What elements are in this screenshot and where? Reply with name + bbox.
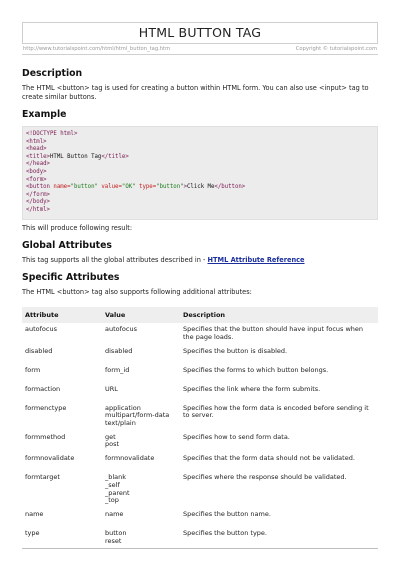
attribute-description-cell: Specifies that the button should have input focus when the page loads. xyxy=(183,325,364,341)
attribute-value-cell xyxy=(102,364,180,383)
attribute-value-line: text/plain xyxy=(105,419,136,428)
code-token-tag: </title> xyxy=(101,153,129,160)
global-attributes-text-prefix: This tag supports all the global attributes described in - xyxy=(22,255,208,264)
attribute-value-line: URL xyxy=(105,384,118,393)
code-line xyxy=(26,131,374,139)
table-row xyxy=(22,471,378,508)
attribute-value-line: reset xyxy=(105,536,122,545)
attribute-value-line: button xyxy=(105,528,127,537)
page-header-bar xyxy=(22,43,378,55)
attribute-name-cell: type xyxy=(25,528,40,537)
code-token-tag: <!DOCTYPE html> xyxy=(26,131,78,137)
global-attributes-heading: Global Attributes xyxy=(22,239,112,251)
code-token-txt: HTML Button Tag xyxy=(49,153,102,160)
code-token-txt: Click Me xyxy=(187,184,215,191)
code-line xyxy=(26,161,374,169)
attribute-description-cell: Specifies the button is disabled. xyxy=(183,346,288,355)
attribute-name-cell: autofocus xyxy=(25,325,57,334)
description-heading: Description xyxy=(22,68,83,79)
document-page xyxy=(22,22,378,549)
code-token-val: "OK" xyxy=(121,184,140,191)
table-row xyxy=(22,364,378,383)
page-title: HTML BUTTON TAG xyxy=(22,22,378,43)
column-header-value: Value xyxy=(102,307,180,324)
source-url[interactable]: http://www.tutorialspoint.com/html/html_button_tag.htm xyxy=(23,46,171,52)
attribute-description-cell: Specifies how to send form data. xyxy=(183,432,290,441)
html-attribute-reference-link[interactable]: HTML Attribute Reference xyxy=(207,255,305,264)
code-token-tag: <html> xyxy=(26,138,47,145)
attribute-name-cell: form xyxy=(25,365,41,374)
attribute-description-cell: Specifies the button type. xyxy=(183,528,268,537)
attribute-value-line: disabled xyxy=(105,346,133,355)
attribute-value-cell xyxy=(102,345,180,364)
code-token-val: "button" xyxy=(70,184,102,191)
code-line xyxy=(26,146,374,154)
attribute-value-cell xyxy=(102,323,180,344)
code-token-tag: <button xyxy=(26,184,54,191)
attribute-name-cell: disabled xyxy=(25,346,53,355)
attribute-value-line: post xyxy=(105,440,120,449)
attribute-value-line: form_id xyxy=(105,365,130,374)
attribute-description-cell: Specifies how the form data is encoded before sending it to server. xyxy=(183,403,369,420)
attributes-table xyxy=(22,307,378,549)
attribute-description-cell: Specifies where the response should be validated. xyxy=(183,473,347,482)
attribute-value-line: application xyxy=(105,403,141,412)
code-token-tag: </head> xyxy=(26,161,50,168)
attribute-value-cell xyxy=(102,431,180,452)
code-line xyxy=(26,154,374,162)
table-row xyxy=(22,345,378,364)
attributes-table-body xyxy=(22,323,378,548)
table-row xyxy=(22,383,378,402)
table-row xyxy=(22,402,378,431)
attribute-value-cell xyxy=(102,471,180,508)
code-token-attr: type= xyxy=(139,184,157,191)
code-token-tag: > xyxy=(183,184,187,191)
code-line xyxy=(26,199,374,207)
code-token-tag: </button> xyxy=(214,184,246,191)
code-token-tag: <title> xyxy=(26,153,50,160)
code-token-tag: <body> xyxy=(26,168,47,175)
code-line xyxy=(26,207,374,215)
example-heading: Example xyxy=(22,109,67,120)
attribute-value-cell xyxy=(102,527,180,548)
column-header-attribute: Attribute xyxy=(22,307,102,324)
code-line xyxy=(26,177,374,185)
code-line xyxy=(26,169,374,177)
attribute-name-cell: formmethod xyxy=(25,432,66,441)
code-token-attr: value= xyxy=(101,184,122,191)
attribute-value-cell xyxy=(102,508,180,527)
global-attributes-text xyxy=(22,256,378,265)
attribute-description-cell: Specifies the button name. xyxy=(183,509,271,518)
code-line xyxy=(26,184,374,192)
specific-attributes-intro: The HTML <button> tag also supports following additional attributes: xyxy=(22,287,252,296)
table-row xyxy=(22,431,378,452)
column-header-description: Description xyxy=(180,307,378,324)
table-row xyxy=(22,452,378,471)
table-row xyxy=(22,323,378,344)
code-token-tag: <head> xyxy=(26,146,47,153)
result-text: This will produce following result: xyxy=(22,223,133,232)
attribute-value-line: _self xyxy=(105,480,120,489)
attribute-name-cell: name xyxy=(25,509,44,518)
attribute-name-cell: formenctype xyxy=(25,403,67,412)
specific-attributes-heading: Specific Attributes xyxy=(22,271,120,283)
table-row xyxy=(22,508,378,527)
attribute-value-line: formnovalidate xyxy=(105,454,155,463)
attribute-name-cell: formnovalidate xyxy=(25,454,75,463)
code-token-attr: name= xyxy=(53,184,71,191)
attribute-value-line: get xyxy=(105,432,116,441)
copyright-notice: Copyright © tutorialspoint.com xyxy=(295,46,377,52)
attribute-value-line: multipart/form-data xyxy=(105,411,170,420)
attribute-value-cell xyxy=(102,402,180,431)
attribute-value-line: _top xyxy=(105,496,119,505)
code-line xyxy=(26,139,374,147)
code-token-tag: </body> xyxy=(26,199,50,206)
attributes-table-wrapper xyxy=(22,307,378,550)
attribute-description-cell: Specifies the link where the form submits. xyxy=(183,384,321,393)
attribute-name-cell: formaction xyxy=(25,384,61,393)
code-token-val: "button" xyxy=(156,184,184,191)
attribute-value-cell xyxy=(102,452,180,471)
description-text: The HTML <button> tag is used for creating a button within HTML form. You can also use <input> tag to create similar buttons. xyxy=(22,84,369,101)
attribute-value-line: _blank xyxy=(105,473,127,482)
table-header-row xyxy=(22,307,378,324)
attribute-value-cell xyxy=(102,383,180,402)
attribute-value-line: autofocus xyxy=(105,325,137,334)
code-line xyxy=(26,192,374,200)
attribute-value-line: _parent xyxy=(105,488,130,497)
table-row xyxy=(22,527,378,548)
attribute-description-cell: Specifies the forms to which button belongs. xyxy=(183,365,329,374)
code-token-tag: </html> xyxy=(26,206,50,213)
attribute-description-cell: Specifies that the form data should not be validated. xyxy=(183,454,355,463)
code-example-block xyxy=(22,126,378,220)
code-token-tag: </form> xyxy=(26,191,50,198)
attribute-name-cell: formtarget xyxy=(25,473,60,482)
attribute-value-line: name xyxy=(105,509,124,518)
code-token-tag: <form> xyxy=(26,176,47,183)
